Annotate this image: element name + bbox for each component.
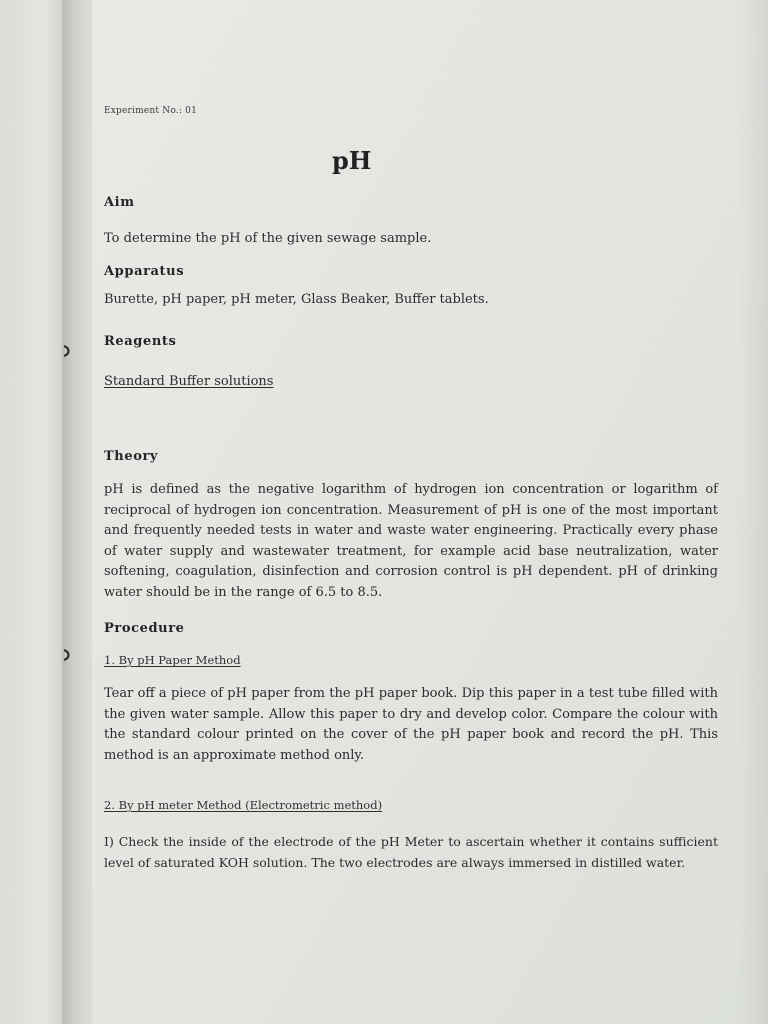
aim-text: To determine the pH of the given sewage sample. <box>104 231 432 246</box>
page-title: pH <box>332 146 372 175</box>
binder-hole-mark-bottom <box>62 648 74 662</box>
reagents-text: Standard Buffer solutions <box>104 374 274 389</box>
procedure-heading: Procedure <box>104 621 185 636</box>
apparatus-text: Burette, pH paper, pH meter, Glass Beaker, Buffer tablets. <box>104 292 489 307</box>
apparatus-heading: Apparatus <box>104 264 185 279</box>
facing-page <box>0 0 64 1024</box>
theory-text: pH is defined as the negative logarithm of hydrogen ion concentration or logarithm of reciprocal of hydrogen ion concentration. Measurement of pH is one of the most important and frequently needed tests in water and waste water engineering. Practically every phase of water supply and wastewater treatment, for example acid base neutralization, water softening, coagulation, disinfection and corrosion control is pH dependent. pH of drinking water should be in the range of 6.5 to 8.5. <box>104 482 718 600</box>
experiment-number: Experiment No.: 01 <box>104 106 197 116</box>
document-page <box>92 0 768 1024</box>
aim-heading: Aim <box>104 195 135 210</box>
reagents-heading: Reagents <box>104 334 177 349</box>
method2-step1: I) Check the inside of the electrode of the pH Meter to ascertain whether it contains sufficient level of saturated KOH solution. The two electrodes are always immersed in distilled water. <box>104 834 718 870</box>
page-edge-shadow <box>738 0 768 1024</box>
method1-text: Tear off a piece of pH paper from the pH paper book. Dip this paper in a test tube filled with the given water sample. Allow this paper to dry and develop color. Compare the colour with the standard colour printed on the cover of the pH paper book and record the pH. This method is an approximate method only. <box>104 686 718 763</box>
binding-gutter <box>62 0 96 1024</box>
binder-hole-mark-top <box>62 344 74 358</box>
theory-heading: Theory <box>104 449 159 464</box>
method2-title: 2. By pH meter Method (Electrometric method) <box>104 798 383 812</box>
method1-title: 1. By pH Paper Method <box>104 653 241 667</box>
